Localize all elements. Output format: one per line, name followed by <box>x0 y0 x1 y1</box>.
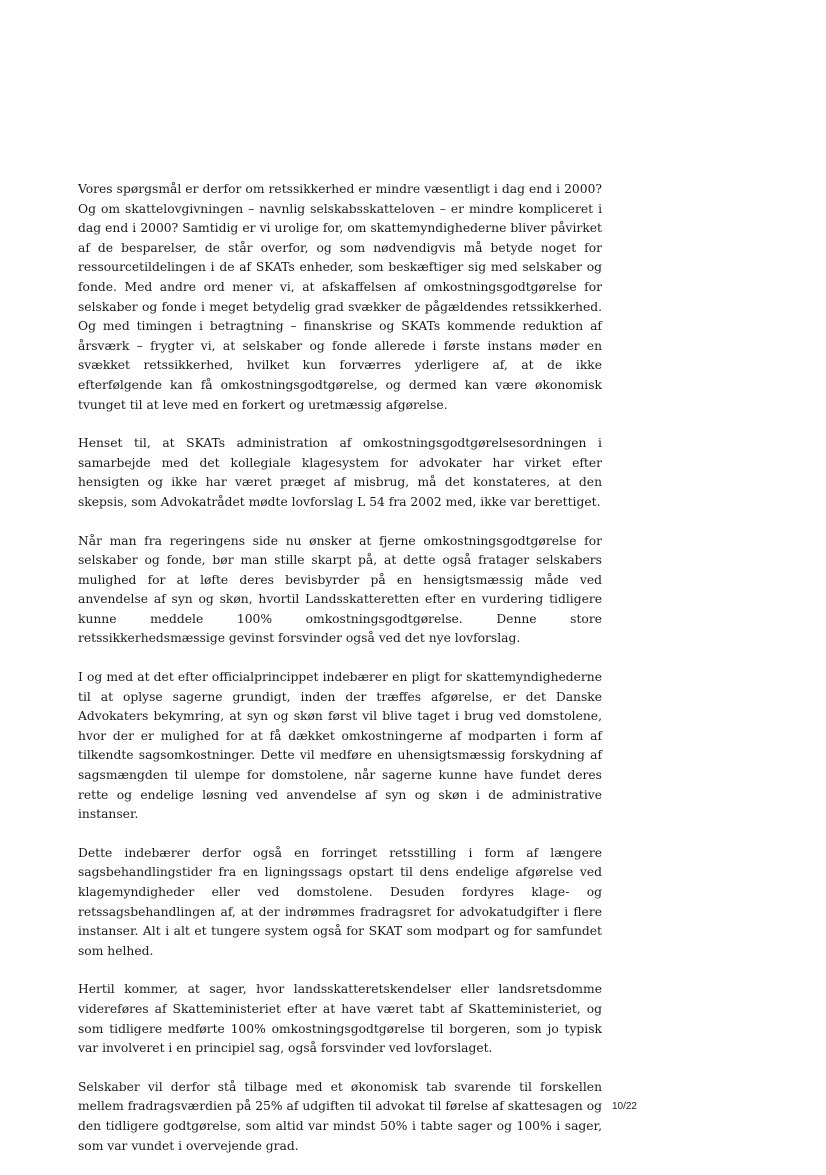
body-text <box>78 180 602 1175</box>
paragraph-7: Selskaber vil derfor stå tilbage med et økonomisk tab svarende til forskellen mellem fradragsværdien på 25% af udgiften til advokat til førelse af skattesagen og den tidligere godtgørelse, som altid var mindst 50% i tabte sager og 100% i sager, som var vundet i overvejende grad. <box>78 1079 602 1153</box>
paragraph-3: Når man fra regeringens side nu ønsker at fjerne omkostningsgodtgørelse for selskaber og fonde, bør man stille skarpt på, at dette også fratager selskabers mulighed for at løfte deres bevisbyrder på en hensigtsmæssig måde ved anvendelse af syn og skøn, hvortil Landsskatteretten efter en vurdering tidligere kunne meddele 100% omkostningsgodtgørelse. Denne store retssikkerhedsmæssige gevinst forsvinder også ved det nye lovforslag. <box>78 533 602 646</box>
paragraph-5: Dette indebærer derfor også en forringet retsstilling i form af længere sagsbehandlingstider fra en ligningssags opstart til dens endelige afgørelse ved klagemyndigheder eller ved domstolene. Desuden fordyres klage- og retssagsbehandlingen af, at der indrømmes fradragsret for advokatudgifter i flere instanser. Alt i alt et tungere system også for SKAT som modpart og for samfundet som helhed. <box>78 845 602 958</box>
page-number: 10/22 <box>611 1101 637 1112</box>
paragraph-1: Vores spørgsmål er derfor om retssikkerhed er mindre væsentligt i dag end i 2000? Og om skattelovgivningen – navnlig selskabsskatteloven – er mindre kompliceret i dag end i 2000? Samtidig er vi urolige for, om skattemyndighederne bliver påvirket af de besparelser, de står overfor, og som nødvendigvis må betyde noget for ressourcetildelingen i de af SKATs enheder, som beskæftiger sig med selskaber og fonde. Med andre ord mener vi, at afskaffelsen af omkostningsgodtgørelse for selskaber og fonde i meget betydelig grad svækker de pågældendes retssikkerhed. Og med timingen i betragtning – finanskrise og SKATs kommende reduktion af årsværk – frygter vi, at selskaber og fonde allerede i første instans møder en svækket retssikkerhed, hvilket kun forværres yderligere af, at de ikke efterfølgende kan få omkostningsgodtgørelse, og dermed kan være økonomisk tvunget til at leve med en forkert og uretmæssig afgørelse. <box>78 182 602 412</box>
paragraph-2: Henset til, at SKATs administration af omkostningsgodtgørelsesordningen i samarbejde med det kollegiale klagesystem for advokater har virket efter hensigten og ikke har været præget af misbrug, må det konstateres, at den skepsis, som Advokatrådet mødte lovforslag L 54 fra 2002 med, ikke var berettiget. <box>78 436 602 509</box>
paragraph-6: Hertil kommer, at sager, hvor landsskatteretskendelser eller landsretsdomme videreføres af Skatteministeriet efter at have været tabt af Skatteministeriet, og som tidligere medførte 100% omkostningsgodtgørelse til borgeren, som jo typisk var involveret i en principiel sag, også forsvinder ved lovforslaget. <box>78 982 602 1056</box>
paragraph-4: I og med at det efter officialprincippet indebærer en pligt for skattemyndighederne til at oplyse sagerne grundigt, inden der træffes afgørelse, er det Danske Advokaters bekymring, at syn og skøn først vil blive taget i brug ved domstolene, hvor der er mulighed for at få dækket omkostningerne af modparten i form af tilkendte sagsomkostninger. Dette vil medføre en uhensigtsmæssig forskydning af sagsmængden til ulempe for domstolene, når sagerne kunne have fundet deres rette og endelige løsning ved anvendelse af syn og skøn i de administrative instanser. <box>78 670 602 822</box>
